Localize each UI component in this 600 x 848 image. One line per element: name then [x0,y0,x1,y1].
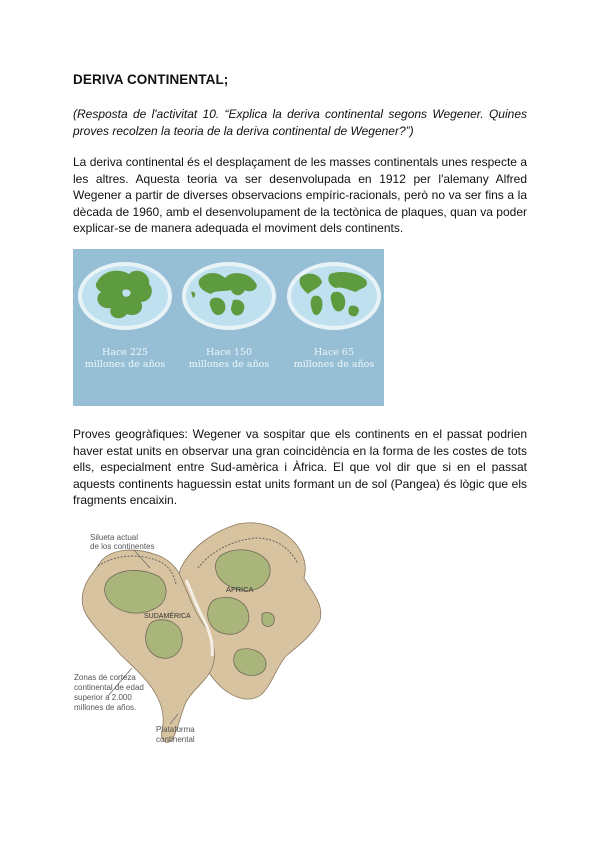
label-platform-line2: continental [156,735,195,744]
label-silhouette-line2: de los continentes [90,542,155,551]
label-africa: ÁFRICA [226,585,254,594]
label-zones-line4: millones de años. [74,703,137,712]
globe-65-ma [287,262,381,330]
globe-225-caption-line1: Hace 225 [101,347,149,358]
craton-zone [208,597,249,634]
globe-225-ma [78,262,172,330]
globe-225-caption-line2: millones de años [84,359,166,370]
label-sudamerica: SUDAMÉRICA [144,613,191,620]
continental-drift-globes-figure [73,249,384,406]
page-title: DERIVA CONTINENTAL; [73,72,229,87]
label-zones-line3: superior a 2.000 [74,693,132,702]
label-silhouette-line1: Silueta actual [90,533,139,542]
paragraph-geographic-evidence: Proves geogràfiques: Wegener va sospitar que els continents en el passat podrien haver estat units en observar una gran coincidència en la forma de les costes de tots ells, especialment entre Sud-amèrica i Àfrica. El que vol dir que si en el passat aquests continents haguessin estat units formant un de sol (Pangea) és lògic que els fragments encaixin. [73,427,527,508]
globe-150-caption-line1: Hace 150 [205,347,253,358]
globe-150-ma [182,262,276,330]
globe-65-caption-line1: Hace 65 [314,347,354,358]
south-america-africa-fit-figure [62,518,324,748]
label-zones-line1: Zonas de corteza [74,673,136,682]
label-platform-line1: Plataforma [156,725,195,734]
paragraph-intro: La deriva continental és el desplaçament de les masses continentals unes respecte a les altres. Aquesta teoria va ser desenvolupada en 1912 per l'alemany Alfred Wegener a partir de diverses observacions empíric-racionals, però no va ser fins a la dècada de 1960, amb el desenvolupament de la tectònica de plaques, quan va poder explicar-se de manera adequada el moviment dels continents. [73,155,527,236]
label-zones-line2: continental de edad [74,683,144,692]
craton-zone [262,612,274,626]
globe-65-caption-line2: millones de años [293,359,375,370]
craton-zone [146,620,183,659]
globe-150-caption-line2: millones de años [188,359,270,370]
activity-question: (Resposta de l'activitat 10. “Explica la deriva continental segons Wegener. Quines proves recolzen la teoria de la deriva continental de Wegener?”) [73,107,527,138]
